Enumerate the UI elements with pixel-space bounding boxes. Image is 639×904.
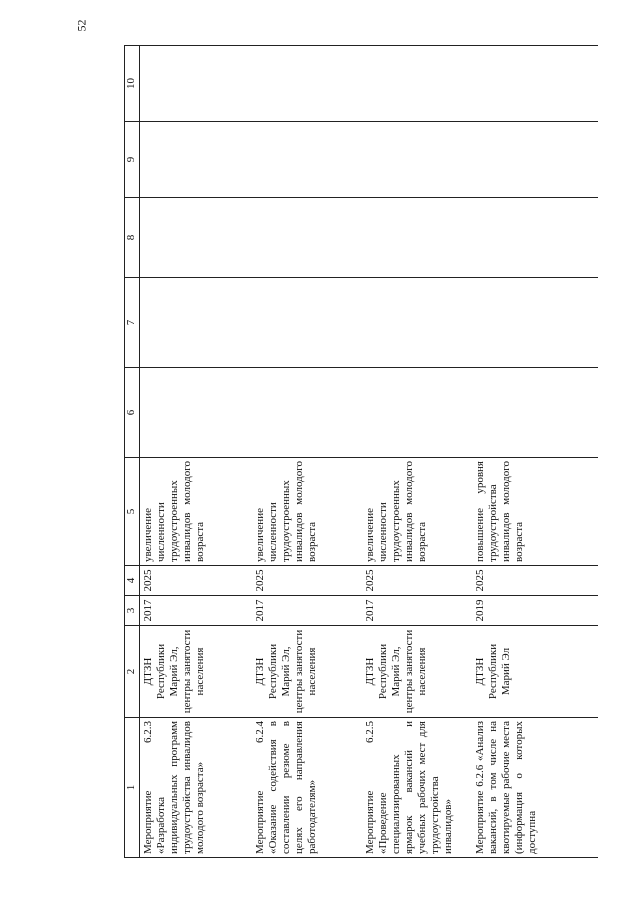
empty-cell	[252, 198, 362, 278]
executor-cell: ДТЗН Республики Марий Эл, центры занятости населения	[362, 626, 472, 718]
table-row	[140, 46, 252, 858]
measures-table	[124, 45, 598, 858]
start-year-cell: 2017	[362, 596, 472, 626]
empty-cell	[140, 198, 252, 278]
end-year-cell: 2025	[362, 566, 472, 596]
end-year-cell: 2025	[140, 566, 252, 596]
start-year-cell: 2017	[252, 596, 362, 626]
end-year-cell: 2025	[252, 566, 362, 596]
empty-cell	[252, 46, 362, 122]
empty-cell	[140, 278, 252, 368]
empty-cell	[252, 368, 362, 458]
header-cell: 1	[125, 718, 140, 858]
page-number: 52	[74, 19, 89, 32]
measure-cell: Мероприятие 6.2.4 «Оказание содействия в составлении резюме в целях его направления работодателям»	[252, 718, 362, 858]
table-row	[472, 46, 598, 858]
table-row	[362, 46, 472, 858]
end-year-cell: 2025	[472, 566, 598, 596]
executor-cell: ДТЗН Республики Марий Эл, центры занятости населения	[252, 626, 362, 718]
executor-cell: ДТЗН Республики Марий Эл	[472, 626, 598, 718]
measure-cell: Мероприятие 6.2.5 «Проведение специализированных ярмарок вакансий и учебных рабочих мест для трудоустройства инвалидов»	[362, 718, 472, 858]
empty-cell	[140, 46, 252, 122]
measure-cell: Мероприятие 6.2.6 «Анализ вакансий, в том числе на квотируемые рабочие места (информация о которых доступна	[472, 718, 598, 858]
header-cell: 10	[125, 46, 140, 122]
header-cell: 8	[125, 198, 140, 278]
empty-cell	[472, 198, 598, 278]
empty-cell	[362, 122, 472, 198]
result-cell: увеличение численности трудоустроенных инвалидов молодого возраста	[362, 458, 472, 566]
header-cell: 3	[125, 596, 140, 626]
executor-cell: ДТЗН Республики Марий Эл, центры занятости населения	[140, 626, 252, 718]
empty-cell	[472, 278, 598, 368]
header-cell: 9	[125, 122, 140, 198]
empty-cell	[472, 368, 598, 458]
header-cell: 7	[125, 278, 140, 368]
empty-cell	[362, 198, 472, 278]
table-row	[252, 46, 362, 858]
result-cell: увеличение численности трудоустроенных инвалидов молодого возраста	[140, 458, 252, 566]
empty-cell	[362, 368, 472, 458]
empty-cell	[140, 368, 252, 458]
empty-cell	[362, 46, 472, 122]
header-cell: 6	[125, 368, 140, 458]
header-cell: 4	[125, 566, 140, 596]
measure-cell: Мероприятие 6.2.3 «Разработка индивидуальных программ трудоустройства инвалидов молодого возраста»	[140, 718, 252, 858]
rotated-table-container	[124, 46, 538, 858]
header-row	[125, 46, 140, 858]
empty-cell	[472, 46, 598, 122]
header-cell: 2	[125, 626, 140, 718]
result-cell: повышение уровня трудоустройства инвалидов молодого возраста	[472, 458, 598, 566]
start-year-cell: 2019	[472, 596, 598, 626]
header-cell: 5	[125, 458, 140, 566]
result-cell: увеличение численности трудоустроенных инвалидов молодого возраста	[252, 458, 362, 566]
empty-cell	[472, 122, 598, 198]
start-year-cell: 2017	[140, 596, 252, 626]
empty-cell	[362, 278, 472, 368]
page-number-wrap	[76, 10, 106, 40]
empty-cell	[252, 122, 362, 198]
empty-cell	[252, 278, 362, 368]
empty-cell	[140, 122, 252, 198]
